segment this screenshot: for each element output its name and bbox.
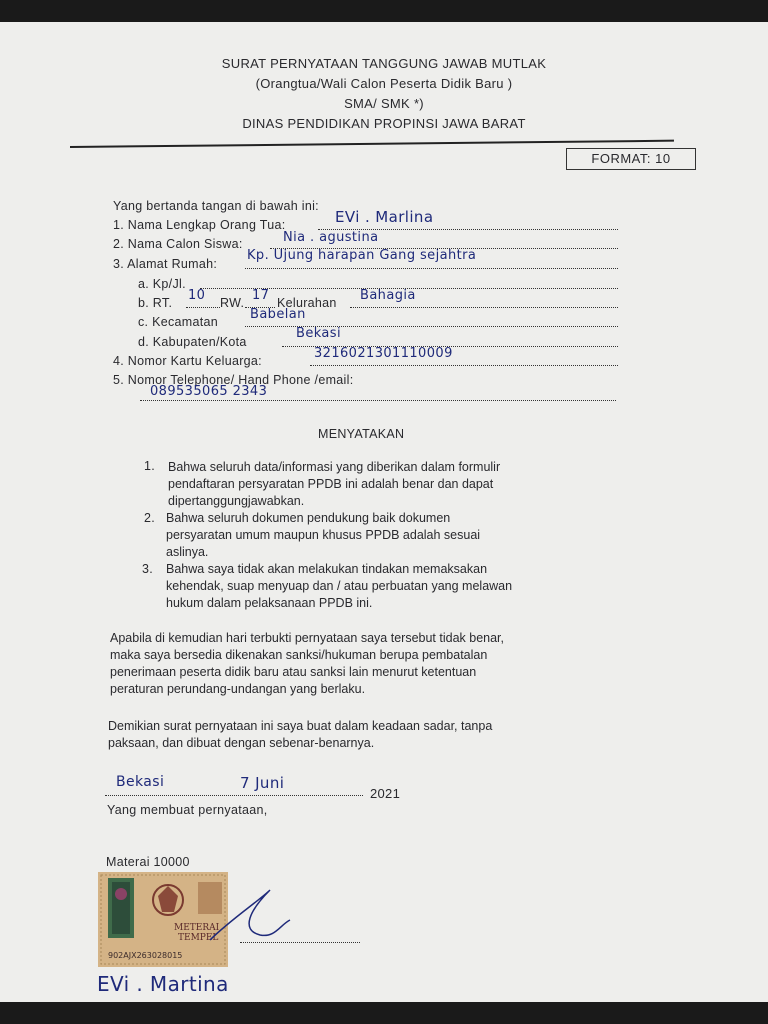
closing-paragraph: Demikian surat pernyataan ini saya buat dalam keadaan sadar, tanpa paksaan, dan dibuat dengan sebenar-benarnya. [108, 719, 493, 750]
student-name-value: Nia . agustina [283, 230, 379, 245]
parent-name-label: 1. Nama Lengkap Orang Tua: [113, 218, 286, 232]
signature-line [240, 942, 360, 943]
statement-item: Bahwa saya tidak akan melakukan tindakan memaksakan kehendak, suap menyuap dan / atau perbuatan yang melawan hukum dalam pelaksanaan PPDB ini. [166, 562, 513, 610]
contact-value: 089535065 2343 [150, 384, 268, 399]
school-level: SMA/ SMK *) [344, 96, 424, 111]
address-label: 3. Alamat Rumah: [113, 257, 218, 271]
student-name-label: 2. Nama Calon Siswa: [113, 237, 243, 251]
document-title: SURAT PERNYATAAN TANGGUNG JAWAB MUTLAK [221, 56, 547, 71]
rw-value: 17 [252, 288, 270, 303]
kecamatan-label: c. Kecamatan [138, 315, 219, 329]
contact-label: 5. Nomor Telephone/ Hand Phone /email: [113, 373, 354, 387]
format-label: FORMAT: 10 [591, 151, 671, 166]
kp-jl-label: a. Kp/Jl. [138, 277, 186, 291]
consequence-paragraph: Apabila di kemudian hari terbukti pernyataan saya tersebut tidak benar, maka saya bersedia dikenakan sanksi/hukuman berupa pembatalan penerimaan peserta didik baru atau sanksi lain menurut ketentuan peraturan perundang-undangan yang berlaku. [110, 631, 504, 696]
statement-number: 3. [142, 562, 154, 576]
rt-value: 10 [188, 288, 206, 303]
signer-label: Yang membuat pernyataan, [107, 803, 268, 817]
rt-line [186, 307, 220, 308]
kecamatan-value: Babelan [250, 307, 306, 322]
rw-label: RW. [220, 296, 245, 310]
intro-text: Yang bertanda tangan di bawah ini: [113, 199, 319, 213]
kelurahan-label: Kelurahan [277, 296, 337, 310]
signature-scribble [200, 880, 300, 960]
signer-name: EVi . Martina [97, 972, 229, 996]
place-value: Bekasi [116, 774, 165, 790]
statement-number: 1. [144, 459, 156, 473]
kk-number-label: 4. Nomor Kartu Keluarga: [113, 354, 262, 368]
parent-name-value: EVi . Marlina [335, 208, 434, 226]
statement-item: Bahwa seluruh data/informasi yang diberikan dalam formulir pendaftaran persyaratan PPDB ini adalah benar dan dapat dipertanggungjawabkan. [168, 460, 501, 508]
document-subtitle: (Orangtua/Wali Calon Peserta Didik Baru ) [255, 76, 513, 91]
agency-name: DINAS PENDIDIKAN PROPINSI JAWA BARAT [242, 116, 526, 131]
declaration-heading: MENYATAKAN [318, 427, 405, 441]
address-value: Kp. Ujung harapan Gang sejahtra [247, 248, 477, 263]
kelurahan-line [350, 307, 618, 308]
kk-number-line [310, 365, 618, 366]
contact-line [140, 400, 616, 401]
date-line [105, 795, 363, 796]
date-value: 7 Juni [240, 774, 285, 792]
kelurahan-value: Bahagia [360, 288, 416, 303]
format-box [566, 148, 696, 170]
year-text: 2021 [370, 786, 401, 801]
materai-label: Materai 10000 [106, 855, 190, 869]
statement-number: 2. [144, 511, 156, 525]
rt-label: b. RT. [138, 296, 173, 310]
svg-text:902AJX263028015: 902AJX263028015 [108, 951, 183, 960]
address-line [245, 268, 618, 269]
kk-number-value: 3216021301110009 [314, 346, 453, 361]
svg-text:METERAI: METERAI [174, 923, 220, 933]
kabupaten-label: d. Kabupaten/Kota [138, 335, 247, 349]
kabupaten-value: Bekasi [296, 326, 341, 341]
statement-item: Bahwa seluruh dokumen pendukung baik dokumen persyaratan umum maupun khusus PPDB adalah sesuai aslinya. [166, 511, 481, 559]
svg-text:TEMPEL: TEMPEL [178, 933, 219, 943]
